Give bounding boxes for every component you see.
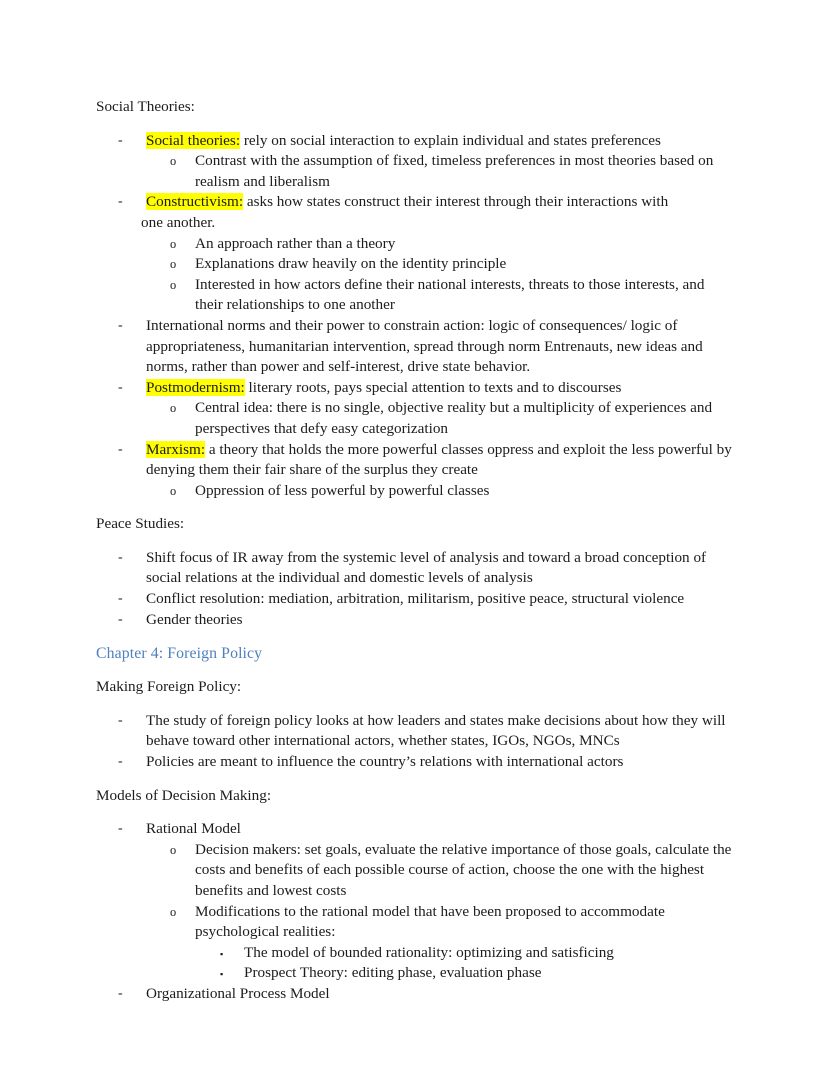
sublist-social-theories xyxy=(96,151,732,192)
list-item-text: Organizational Process Model xyxy=(146,984,330,1002)
circle-bullet-icon: o xyxy=(170,277,177,292)
list-item-bounded-rationality xyxy=(96,943,732,964)
list-item-national-interests xyxy=(96,275,732,316)
list-item-text: Contrast with the assumption of fixed, timeless preferences in most theories based on realism and liberalism xyxy=(195,152,714,190)
circle-bullet-icon: o xyxy=(170,904,177,919)
list-item-approach-not-theory xyxy=(96,234,732,255)
list-item-text: An approach rather than a theory xyxy=(195,234,396,252)
list-item-oppression xyxy=(96,481,732,502)
dash-bullet-icon: - xyxy=(118,379,123,395)
list-item-postmodernism-def xyxy=(96,378,732,399)
dash-bullet-icon: - xyxy=(118,549,123,565)
chapter-heading-foreign-policy: Chapter 4: Foreign Policy xyxy=(96,645,263,663)
dash-bullet-icon: - xyxy=(118,132,123,148)
highlighted-term-social-theories: Social theories: xyxy=(146,131,241,149)
dash-bullet-icon: - xyxy=(118,821,123,837)
dash-bullet-icon: - xyxy=(118,317,123,333)
dash-bullet-icon: - xyxy=(118,591,123,607)
list-item-constructivism-continuation xyxy=(96,213,732,234)
dash-bullet-icon: - xyxy=(118,712,123,728)
list-item-conflict-resolution xyxy=(96,589,732,610)
circle-bullet-icon: o xyxy=(170,401,177,416)
list-item-identity-principle xyxy=(96,254,732,275)
list-item-text: Rational Model xyxy=(146,820,241,838)
list-social-theories xyxy=(96,131,732,502)
list-item-prospect-theory xyxy=(96,963,732,984)
list-item-text xyxy=(146,378,732,399)
section-heading-making-foreign-policy: Making Foreign Policy: xyxy=(96,678,242,696)
list-item-text: Oppression of less powerful by powerful classes xyxy=(195,481,490,499)
list-item-central-idea xyxy=(96,398,732,439)
list-peace-studies xyxy=(96,548,732,630)
list-item-text: one another. xyxy=(141,213,216,231)
document-body xyxy=(96,97,732,1018)
circle-bullet-icon: o xyxy=(170,483,177,498)
list-item-body: a theory that holds the more powerful classes oppress and exploit the less powerful by denying them their fair share of the surplus they create xyxy=(146,440,732,479)
list-item-rational-model xyxy=(96,819,732,840)
list-item-text: Prospect Theory: editing phase, evaluation phase xyxy=(244,964,542,982)
list-item-text: Modifications to the rational model that have been proposed to accommodate psychological realities: xyxy=(195,902,665,941)
list-item-text: Explanations draw heavily on the identity principle xyxy=(195,255,507,273)
square-bullet-icon: ▪ xyxy=(220,948,224,959)
section-heading-models-of-decision-making: Models of Decision Making: xyxy=(96,786,272,804)
list-item-contrast-assumption xyxy=(96,151,732,192)
list-item-organizational-process-model xyxy=(96,984,732,1005)
list-item-text: Gender theories xyxy=(146,610,243,628)
list-item-text: International norms and their power to constrain action: logic of consequences/ logic of appropriateness, humanitarian intervention, spread through norm Entrenauts, new ideas and norms, rather than power and self-interest, drive state behavior. xyxy=(146,316,703,376)
list-making-foreign-policy xyxy=(96,711,732,773)
list-item-text xyxy=(146,192,732,213)
list-item-constructivism-def xyxy=(96,192,732,213)
circle-bullet-icon: o xyxy=(170,236,177,251)
dash-bullet-icon: - xyxy=(118,611,123,627)
sublist-marxism xyxy=(96,481,732,502)
list-item-gender-theories xyxy=(96,610,732,631)
list-item-text: Decision makers: set goals, evaluate the relative importance of those goals, calculate the costs and benefits of each possible course of action, choose the one with the highest benefits and lowest costs xyxy=(195,840,732,899)
section-heading-peace-studies: Peace Studies: xyxy=(96,515,185,533)
dash-bullet-icon: - xyxy=(118,194,123,210)
list-models-of-decision-making xyxy=(96,819,732,1004)
dash-bullet-icon: - xyxy=(118,985,123,1001)
list-item-text: Interested in how actors define their national interests, threats to those interests, and their relationships to one another xyxy=(195,275,705,314)
list-item-study-of-foreign-policy xyxy=(96,711,732,752)
section-heading-social-theories: Social Theories: xyxy=(96,98,195,115)
list-item-text: Central idea: there is no single, objective reality but a multiplicity of experiences and perspectives that defy easy categorization xyxy=(195,399,713,437)
dash-bullet-icon: - xyxy=(118,441,123,457)
list-item-text: The study of foreign policy looks at how leaders and states make decisions about how they will behave toward other international actors, whether states, IGOs, NGOs, MNCs xyxy=(146,711,726,750)
highlighted-term-marxism: Marxism: xyxy=(146,440,206,458)
circle-bullet-icon: o xyxy=(170,154,177,169)
highlighted-term-postmodernism: Postmodernism: xyxy=(146,378,245,396)
dash-bullet-icon: - xyxy=(118,754,123,770)
list-item-text: Shift focus of IR away from the systemic level of analysis and toward a broad conception of social relations at the individual and domestic levels of analysis xyxy=(146,548,707,587)
list-item-text: Conflict resolution: mediation, arbitration, militarism, positive peace, structural violence xyxy=(146,590,685,608)
sublist-modifications xyxy=(96,943,732,984)
circle-bullet-icon: o xyxy=(170,842,177,857)
list-item-decision-makers xyxy=(96,840,732,902)
list-item-social-theories-def xyxy=(96,131,732,152)
list-item-body: asks how states construct their interest through their interactions with xyxy=(243,193,669,211)
highlighted-term-constructivism: Constructivism: xyxy=(146,193,244,211)
list-item-policies-influence xyxy=(96,752,732,773)
sublist-postmodernism xyxy=(96,398,732,439)
list-item-marxism-def xyxy=(96,440,732,481)
list-item-body: rely on social interaction to explain individual and states preferences xyxy=(240,131,661,149)
square-bullet-icon: ▪ xyxy=(220,969,224,980)
list-item-text xyxy=(146,131,732,152)
list-item-shift-focus xyxy=(96,548,732,589)
list-item-body: literary roots, pays special attention to texts and to discourses xyxy=(244,378,622,396)
sublist-rational-model xyxy=(96,840,732,984)
list-item-text: Policies are meant to influence the country’s relations with international actors xyxy=(146,753,624,771)
list-item-text xyxy=(146,440,732,481)
circle-bullet-icon: o xyxy=(170,257,177,272)
sublist-constructivism xyxy=(96,234,732,316)
list-item-modifications xyxy=(96,902,732,943)
list-item-text: The model of bounded rationality: optimizing and satisficing xyxy=(244,943,614,961)
list-item-international-norms xyxy=(96,316,732,378)
